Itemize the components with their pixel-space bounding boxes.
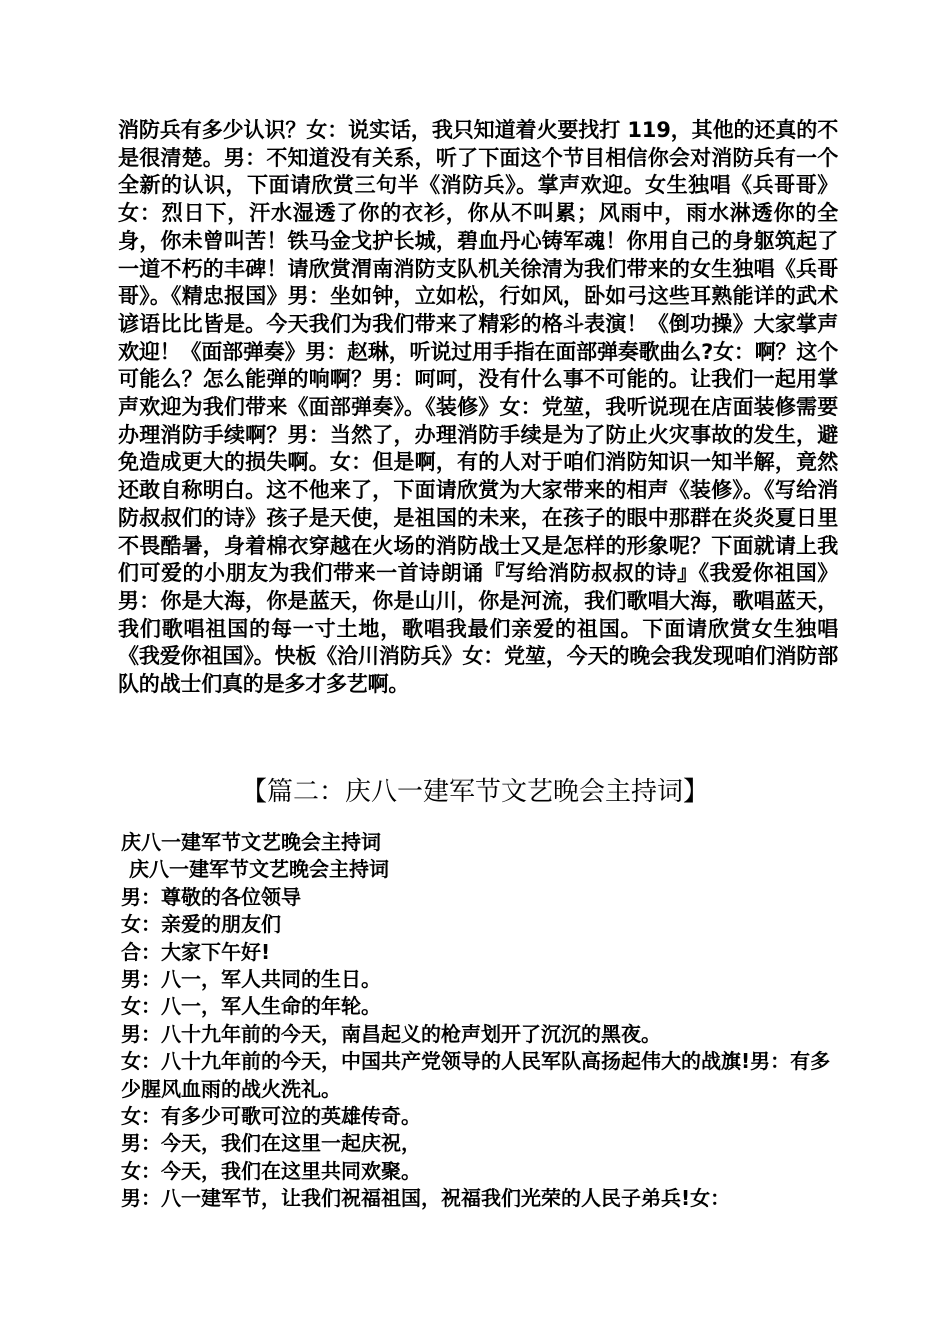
section-heading: 【篇二：庆八一建军节文艺晚会主持词】 xyxy=(240,777,709,807)
script-line: 男：八一建军节，让我们祝福祖国，祝福我们光荣的人民子弟兵!女： xyxy=(121,1186,731,1211)
script-line: 女：今天，我们在这里共同欢聚。 xyxy=(121,1158,421,1183)
script-line: 女：有多少可歌可泣的英雄传奇。 xyxy=(121,1104,421,1129)
script-line: 女：亲爱的朋友们 xyxy=(121,912,281,937)
script-subtitle: 庆八一建军节文艺晚会主持词 xyxy=(129,857,389,882)
body-paragraph: 消防兵有多少认识？女：说实话，我只知道着火要找打 119，其他的还真的不是很清楚。男：不知道没有关系，听了下面这个节目相信你会对消防兵有一个全新的认识，下面请欣赏三句半《消防兵》。掌声欢迎。女生独唱《兵哥哥》女：烈日下，汗水湿透了你的衣衫，你从不叫累；风雨中，雨水淋透你的全身，你未曾叫苦！铁马金戈护长城，碧血丹心铸军魂！你用自己的身躯筑起了一道不朽的丰碑！请欣赏渭南消防支队机关徐清为我们带来的女生独唱《兵哥哥》。《精忠报国》男：坐如钟，立如松，行如风，卧如弓这些耳熟能详的武术谚语比比皆是。今天我们为我们带来了精彩的格斗表演！《倒功操》大家掌声欢迎！《面部弹奏》男：赵琳，听说过用手指在面部弹奏歌曲么?女：啊？这个可能么？怎么能弹的响啊？男：呵呵，没有什么事不可能的。让我们一起用掌声欢迎为我们带来《面部弹奏》。《装修》女：党堃，我听说现在店面装修需要办理消防手续啊？男：当然了，办理消防手续是为了防止火灾事故的发生，避免造成更大的损失啊。女：但是啊，有的人对于咱们消防知识一知半解，竟然还敢自称明白。这不他来了，下面请欣赏为大家带来的相声《装修》。《写给消防叔叔们的诗》孩子是天使，是祖国的未来，在孩子的眼中那群在炎炎夏日里不畏酷暑，身着棉衣穿越在火场的消防战士又是怎样的形象呢？下面就请上我们可爱的小朋友为我们带来一首诗朗诵『写给消防叔叔的诗』《我爱你祖国》男：你是大海，你是蓝天，你是山川，你是河流，我们歌唱大海，歌唱蓝天，我们歌唱祖国的每一寸土地，歌唱我最们亲爱的祖国。下面请欣赏女生独唱《我爱你祖国》。快板《洽川消防兵》女：党堃，今天的晚会我发现咱们消防部队的战士们真的是多才多艺啊。 xyxy=(118,118,838,697)
script-line: 女：八十九年前的今天，中国共产党领导的人民军队高扬起伟大的战旗!男：有多少腥风血雨的战火洗礼。 xyxy=(121,1049,831,1101)
script-line: 合：大家下午好! xyxy=(121,939,271,964)
script-line: 女：八一，军人生命的年轮。 xyxy=(121,994,381,1019)
script-line: 男：八一，军人共同的生日。 xyxy=(121,967,381,992)
script-line: 男：今天，我们在这里一起庆祝， xyxy=(121,1131,421,1156)
script-line: 男：八十九年前的今天，南昌起义的枪声划开了沉沉的黑夜。 xyxy=(121,1021,661,1046)
host-script xyxy=(121,829,839,1213)
script-title: 庆八一建军节文艺晚会主持词 xyxy=(121,830,381,854)
script-line: 男：尊敬的各位领导 xyxy=(121,884,301,909)
